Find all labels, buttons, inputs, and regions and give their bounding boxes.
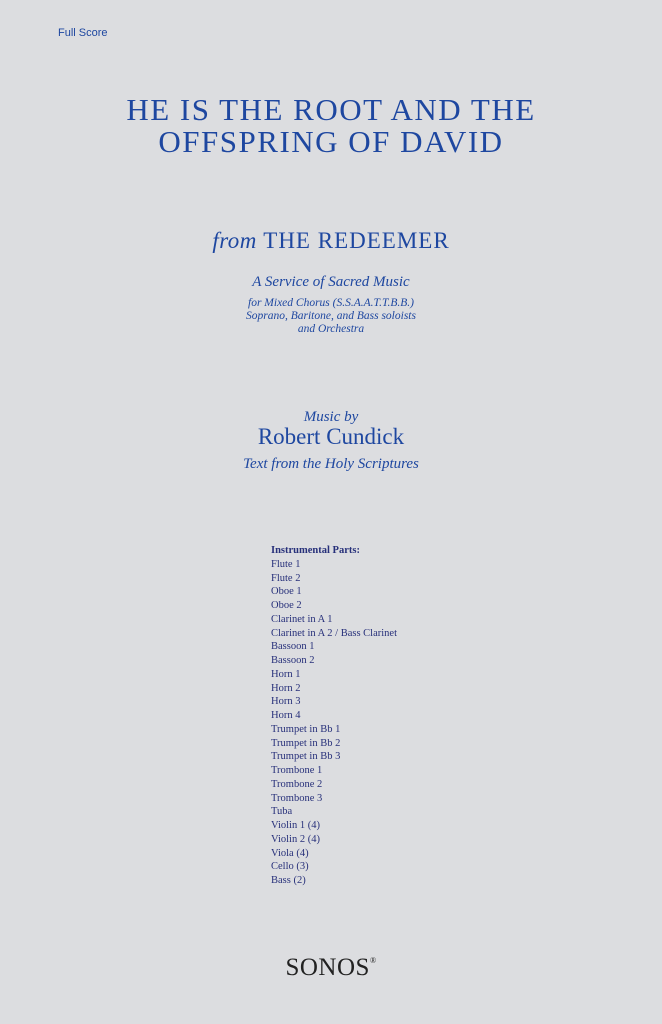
part-item: Horn 2 xyxy=(271,682,301,694)
part-item: Violin 2 (4) xyxy=(271,833,320,845)
registered-mark: ® xyxy=(369,956,377,965)
part-item: Trombone 1 xyxy=(271,765,323,776)
work-title xyxy=(0,228,662,254)
publisher-logo xyxy=(0,954,662,982)
part-item: Clarinet in A 1 xyxy=(271,613,333,625)
part-item: Trombone 2 xyxy=(271,778,323,790)
from-word: from xyxy=(212,228,257,253)
part-item: Viola (4) xyxy=(271,847,309,859)
title-line: OFFSPRING OF DAVID xyxy=(158,124,504,159)
part-item: Bassoon 2 xyxy=(271,655,315,666)
work-name: THE REDEEMER xyxy=(263,228,450,253)
scoring-line: Soprano, Baritone, and Bass soloists xyxy=(246,310,416,322)
part-item: Oboe 1 xyxy=(271,586,302,598)
text-credit: Text from the Holy Scriptures xyxy=(243,456,419,472)
part-item: Trombone 3 xyxy=(271,792,323,804)
part-item: Bassoon 1 xyxy=(271,641,315,653)
part-item: Horn 1 xyxy=(271,668,301,680)
part-item: Flute 1 xyxy=(271,558,301,570)
part-item: Oboe 2 xyxy=(271,600,302,611)
part-item: Cello (3) xyxy=(271,861,309,873)
parts-heading: Instrumental Parts: xyxy=(271,545,360,556)
subtitle: A Service of Sacred Music xyxy=(252,274,410,290)
full-score-label: Full Score xyxy=(58,27,108,39)
part-item: Violin 1 (4) xyxy=(271,820,320,831)
part-item: Bass (2) xyxy=(271,875,306,886)
part-item: Horn 4 xyxy=(271,710,301,721)
scoring-line: for Mixed Chorus (S.S.A.A.T.T.B.B.) xyxy=(248,297,414,309)
composer-name: Robert Cundick xyxy=(257,424,405,449)
publisher-name: SONOS xyxy=(285,954,370,981)
piece-title xyxy=(0,94,662,158)
music-by-label: Music by xyxy=(303,409,359,425)
part-item: Trumpet in Bb 2 xyxy=(271,737,341,749)
scoring-line: and Orchestra xyxy=(297,323,365,335)
part-item: Tuba xyxy=(271,806,293,818)
part-item: Horn 3 xyxy=(271,696,301,708)
part-item: Clarinet in A 2 / Bass Clarinet xyxy=(271,627,397,639)
part-item: Trumpet in Bb 3 xyxy=(271,751,341,763)
part-item: Flute 2 xyxy=(271,572,301,584)
title-line: HE IS THE ROOT AND THE xyxy=(126,92,536,127)
instrumental-parts-list xyxy=(271,544,397,888)
scoring xyxy=(0,297,662,336)
part-item: Trumpet in Bb 1 xyxy=(271,723,341,735)
